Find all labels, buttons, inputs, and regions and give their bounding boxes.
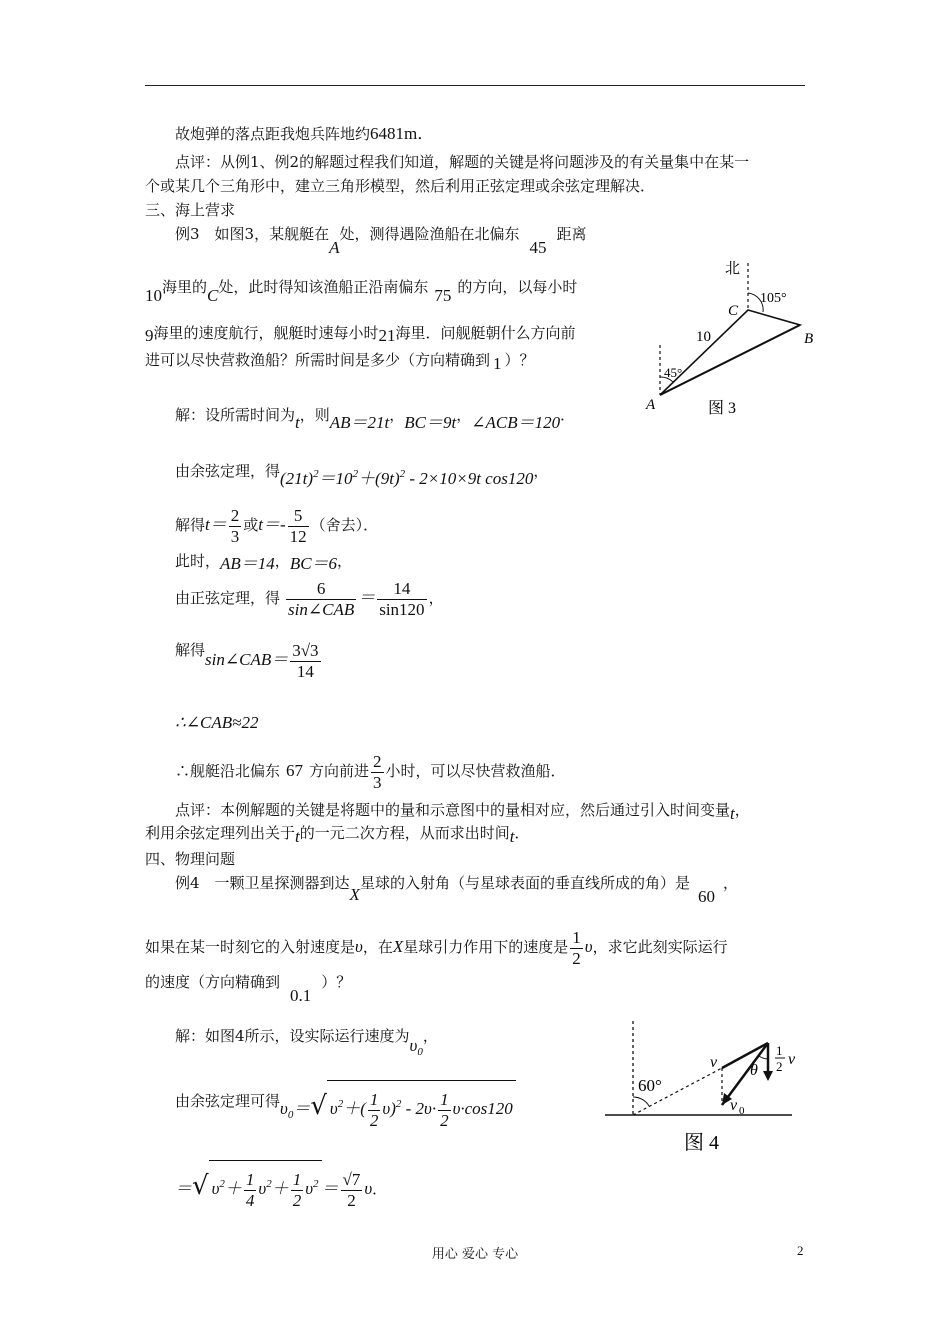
solution-3-line-7: ∴∠CAB≈22 (175, 713, 259, 732)
footer-text: 用心 爱心 专心 (431, 1247, 519, 1262)
example-3-line-4: 进可以尽快营救渔船？所需时间是多少（方向精确到 1 ）？ (145, 351, 535, 373)
angle-arc-60 (633, 1097, 649, 1106)
example-4-line-3: 的速度（方向精确到0.1）？ (145, 973, 352, 1005)
example-4-line-1: 例4 一颗卫星探测器到达X星球的入射角（与星球表面的垂直线所成的角）是60， (175, 874, 738, 906)
comment-3-line-1: 点评：本例解题的关键是将题中的量和示意图中的量相对应，然后通过引入时间变量t， (175, 801, 750, 823)
example-4-line-2: 如果在某一时刻它的入射速度是υ，在X星球引力作用下的速度是 $\frac{1}{2}$ υ，求它此刻实际运行 (145, 927, 728, 968)
comment-1-line-2: 个或某几个三角形中，建立三角形模型，然后利用正弦定理或余弦定理解决． (145, 177, 656, 195)
svg-text:v: v (730, 1097, 738, 1114)
comment-3-line-2: 利用余弦定理列出关于t的一元二次方程，从而求出时间t． (145, 824, 530, 846)
angle-arc-theta (759, 1056, 768, 1059)
fig4-label-theta: θ (750, 1062, 758, 1079)
example-3-line-3: 9海里的速度航行，舰艇时速每小时21海里．问舰艇朝什么方向前 (145, 324, 576, 345)
fig3-label-c: C (728, 303, 739, 319)
figure-3 (640, 255, 830, 425)
side-ab (660, 325, 800, 395)
fig4-label-v0 (730, 1097, 745, 1117)
section-3-heading: 三、海上营求 (145, 201, 236, 219)
solution-3-line-2: 由余弦定理，得$(21t)^2=10^2+(9t)^2 - 2\times 10\times 9t$ cos120， (175, 462, 549, 488)
solution-3-line-6: 解得sin∠CAB＝ $\frac{3√3}{14}$ (175, 640, 319, 681)
fig3-angle-105: 105° (760, 291, 787, 306)
fig4-caption: 图 4 (684, 1132, 719, 1154)
solution-4-line-2: 由余弦定理可得$\upsilon_0=√$ $\upsilon^2+$( $\frac{1}{2}$ υ)$^2$ - 2υ· $\frac{1}{2}$ υ·cos120 (175, 1080, 516, 1138)
fig4-label-half-v (775, 1043, 796, 1074)
solution-3-line-5: 由正弦定理，得 $\frac{6}{\text{sin∠CAB}}$ ＝ $\frac{14}{\sin 120}$ ， (175, 578, 444, 619)
vector-v0 (722, 1043, 768, 1105)
fig4-label-v: v (710, 1054, 718, 1071)
svg-text:1: 1 (776, 1043, 783, 1058)
fig3-label-b: B (804, 331, 814, 347)
svg-text:0: 0 (739, 1105, 745, 1117)
solution-3-line-8: ∴舰艇沿北偏东 67 方向前进 $\frac{2}{3}$ 小时，可以尽快营救渔船． (175, 751, 566, 792)
fig3-north-label: 北 (725, 261, 741, 277)
vector-v (722, 1043, 768, 1068)
page-number: 2 (797, 1243, 804, 1258)
triangle-acb (660, 310, 800, 395)
fig3-label-a: A (646, 397, 656, 413)
svg-text:2: 2 (776, 1059, 783, 1074)
solution-3-line-1: 解：设所需时间为t，则AB＝21t，BC＝9t，∠ACB＝120． (175, 406, 576, 432)
conclusion-line: 故炮弹的落点距我炮兵阵地约6481m． (175, 124, 435, 143)
solution-3-line-4: 此时，AB＝14，BC＝6， (175, 552, 353, 573)
solution-4-line-1: 解：如图4所示，设实际运行速度为$\upsilon_0$， (175, 1027, 438, 1058)
comment-1-line-1: 点评：从例1、例2的解题过程我们知道，解题的关键是将问题涉及的有关量集中在某一 (175, 153, 750, 171)
svg-text:v: v (788, 1051, 796, 1068)
example-3-line-1: 例3 如图3，某舰艇在A处，测得遇险渔船在北偏东45距离 (175, 225, 587, 257)
fig3-side-label: 10 (696, 329, 711, 345)
fig3-caption: 图 3 (708, 400, 737, 417)
arrow-half-v-head (763, 1071, 773, 1081)
example-3-line-2: 10海里的C处，此时得知该渔船正沿南偏东 75 的方向，以每小时 (145, 278, 578, 305)
solution-3-line-3: 解得t＝ $\frac{2}{3}$ 或t＝- $\frac{5}{12}$ （舍去）． (175, 505, 379, 546)
section-4-heading: 四、物理问题 (145, 850, 236, 868)
figure-4 (600, 1015, 800, 1160)
fig4-angle-60: 60° (638, 1076, 662, 1095)
solution-4-line-3: ＝√ $\upsilon^2+$ $\frac{1}{4}$ $\upsilon^2+$ $\frac{1}{2}$ $\upsilon^2$ ＝ $\frac{√7}{2}$ υ． (175, 1160, 387, 1212)
fig3-angle-45: 45° (664, 365, 683, 380)
header-rule (145, 85, 805, 86)
